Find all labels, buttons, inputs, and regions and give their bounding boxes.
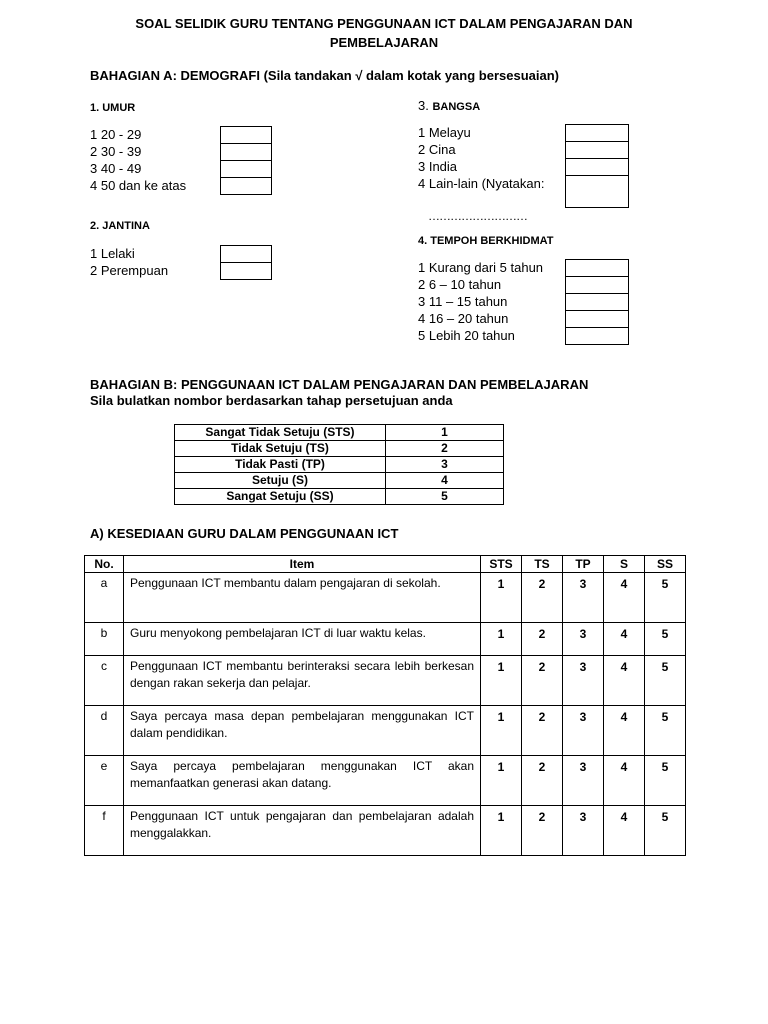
checkbox[interactable] <box>221 263 272 280</box>
scale-label: Sangat Setuju (SS) <box>175 489 386 505</box>
row-number: f <box>85 806 124 856</box>
table-row <box>85 806 686 856</box>
checkbox[interactable] <box>566 159 629 176</box>
score-sts[interactable]: 1 <box>481 706 522 756</box>
score-s[interactable]: 4 <box>604 656 645 706</box>
title-line-1: SOAL SELIDIK GURU TENTANG PENGGUNAAN ICT DALAM PENGAJARAN DAN <box>135 16 633 31</box>
column-header: SS <box>645 556 686 573</box>
score-s[interactable]: 4 <box>604 806 645 856</box>
score-ss[interactable]: 5 <box>645 756 686 806</box>
score-ts[interactable]: 2 <box>522 573 563 623</box>
section-b-heading: BAHAGIAN B: PENGGUNAAN ICT DALAM PENGAJARAN DAN PEMBELAJARAN <box>90 377 589 392</box>
checkbox[interactable] <box>566 294 629 311</box>
scale-label: Setuju (S) <box>175 473 386 489</box>
scale-row <box>175 425 504 441</box>
row-number: a <box>85 573 124 623</box>
column-header: No. <box>85 556 124 573</box>
section-b-instruction: Sila bulatkan nombor berdasarkan tahap persetujuan anda <box>90 393 453 408</box>
score-tp[interactable]: 3 <box>563 623 604 656</box>
umur-option: 4 50 dan ke atas <box>90 178 187 193</box>
tempoh-option: 3 11 – 15 tahun <box>418 294 508 309</box>
score-tp[interactable]: 3 <box>563 756 604 806</box>
bangsa-option: 4 Lain-lain (Nyatakan: <box>418 176 545 191</box>
tempoh-label: 4. TEMPOH BERKHIDMAT <box>418 235 554 247</box>
bangsa-text: BANGSA <box>432 101 481 113</box>
score-ss[interactable]: 5 <box>645 706 686 756</box>
score-ts[interactable]: 2 <box>522 756 563 806</box>
score-tp[interactable]: 3 <box>563 706 604 756</box>
row-item: Saya percaya masa depan pembelajaran menggunakan ICT dalam pendidikan. <box>124 706 481 756</box>
score-ts[interactable]: 2 <box>522 623 563 656</box>
scale-row <box>175 489 504 505</box>
checkbox[interactable] <box>566 260 629 277</box>
section-a2-heading: A) KESEDIAAN GURU DALAM PENGGUNAAN ICT <box>90 526 399 541</box>
umur-label: 1. UMUR <box>90 102 136 114</box>
row-number: c <box>85 656 124 706</box>
scale-row <box>175 457 504 473</box>
row-item: Penggunaan ICT membantu berinteraksi secara lebih berkesan dengan rakan sekerja dan pelajar. <box>124 656 481 706</box>
agreement-scale-table <box>174 424 504 505</box>
scale-label: Sangat Tidak Setuju (STS) <box>175 425 386 441</box>
jantina-option: 2 Perempuan <box>90 263 169 278</box>
bangsa-dots: ……………………… <box>428 209 527 223</box>
checkbox[interactable] <box>221 144 272 161</box>
umur-option: 2 30 - 39 <box>90 144 142 159</box>
score-sts[interactable]: 1 <box>481 623 522 656</box>
tempoh-option: 1 Kurang dari 5 tahun <box>418 260 544 275</box>
table-header-row <box>85 556 686 573</box>
checkbox[interactable] <box>566 311 629 328</box>
checkbox[interactable] <box>221 127 272 144</box>
row-item: Penggunaan ICT untuk pengajaran dan pembelajaran adalah menggalakkan. <box>124 806 481 856</box>
section-a-heading: BAHAGIAN A: DEMOGRAFI (Sila tandakan √ dalam kotak yang bersesuaian) <box>90 68 559 83</box>
column-header: S <box>604 556 645 573</box>
bangsa-options <box>418 124 544 192</box>
scale-value: 1 <box>386 425 504 441</box>
score-tp[interactable]: 3 <box>563 806 604 856</box>
column-header: TS <box>522 556 563 573</box>
checkbox[interactable] <box>221 246 272 263</box>
scale-value: 4 <box>386 473 504 489</box>
table-row <box>85 623 686 656</box>
row-item: Penggunaan ICT membantu dalam pengajaran di sekolah. <box>124 573 481 623</box>
scale-row <box>175 473 504 489</box>
document-title <box>84 14 684 52</box>
score-ss[interactable]: 5 <box>645 656 686 706</box>
jantina-checkboxes <box>220 245 272 280</box>
bangsa-number: 3. <box>418 98 429 113</box>
jantina-options <box>90 245 168 279</box>
checkbox[interactable] <box>566 328 629 345</box>
umur-option: 1 20 - 29 <box>90 127 142 142</box>
bangsa-label <box>418 98 480 113</box>
row-number: d <box>85 706 124 756</box>
column-header: STS <box>481 556 522 573</box>
scale-value: 2 <box>386 441 504 457</box>
tempoh-checkboxes <box>565 259 629 345</box>
scale-value: 3 <box>386 457 504 473</box>
score-sts[interactable]: 1 <box>481 806 522 856</box>
tempoh-option: 2 6 – 10 tahun <box>418 277 502 292</box>
checkbox[interactable] <box>221 161 272 178</box>
score-ss[interactable]: 5 <box>645 806 686 856</box>
scale-row <box>175 441 504 457</box>
score-s[interactable]: 4 <box>604 573 645 623</box>
bangsa-option: 3 India <box>418 159 458 174</box>
score-sts[interactable]: 1 <box>481 756 522 806</box>
row-number: b <box>85 623 124 656</box>
score-s[interactable]: 4 <box>604 706 645 756</box>
score-sts[interactable]: 1 <box>481 573 522 623</box>
row-item: Saya percaya pembelajaran menggunakan ICT akan memanfaatkan generasi akan datang. <box>124 756 481 806</box>
scale-label: Tidak Setuju (TS) <box>175 441 386 457</box>
umur-options <box>90 126 186 194</box>
jantina-label: 2. JANTINA <box>90 220 150 232</box>
bangsa-option: 1 Melayu <box>418 125 471 140</box>
tempoh-option: 4 16 – 20 tahun <box>418 311 509 326</box>
title-line-2: PEMBELAJARAN <box>329 35 439 50</box>
score-ss[interactable]: 5 <box>645 623 686 656</box>
score-ts[interactable]: 2 <box>522 806 563 856</box>
table-row <box>85 573 686 623</box>
checkbox[interactable] <box>566 142 629 159</box>
score-s[interactable]: 4 <box>604 756 645 806</box>
row-number: e <box>85 756 124 806</box>
bangsa-option: 2 Cina <box>418 142 456 157</box>
umur-option: 3 40 - 49 <box>90 161 142 176</box>
tempoh-option: 5 Lebih 20 tahun <box>418 328 515 343</box>
score-tp[interactable]: 3 <box>563 573 604 623</box>
jantina-option: 1 Lelaki <box>90 246 135 261</box>
row-item: Guru menyokong pembelajaran ICT di luar waktu kelas. <box>124 623 481 656</box>
table-row <box>85 656 686 706</box>
bangsa-checkboxes <box>565 124 629 208</box>
scale-value: 5 <box>386 489 504 505</box>
score-ss[interactable]: 5 <box>645 573 686 623</box>
score-ts[interactable]: 2 <box>522 706 563 756</box>
score-s[interactable]: 4 <box>604 623 645 656</box>
tempoh-options <box>418 259 543 344</box>
scale-label: Tidak Pasti (TP) <box>175 457 386 473</box>
checkbox[interactable] <box>221 178 272 195</box>
table-row <box>85 706 686 756</box>
column-header: TP <box>563 556 604 573</box>
checkbox[interactable] <box>566 176 629 208</box>
score-tp[interactable]: 3 <box>563 656 604 706</box>
umur-checkboxes <box>220 126 272 195</box>
kesediaan-table <box>84 555 686 856</box>
table-row <box>85 756 686 806</box>
checkbox[interactable] <box>566 125 629 142</box>
score-sts[interactable]: 1 <box>481 656 522 706</box>
column-header: Item <box>124 556 481 573</box>
score-ts[interactable]: 2 <box>522 656 563 706</box>
checkbox[interactable] <box>566 277 629 294</box>
